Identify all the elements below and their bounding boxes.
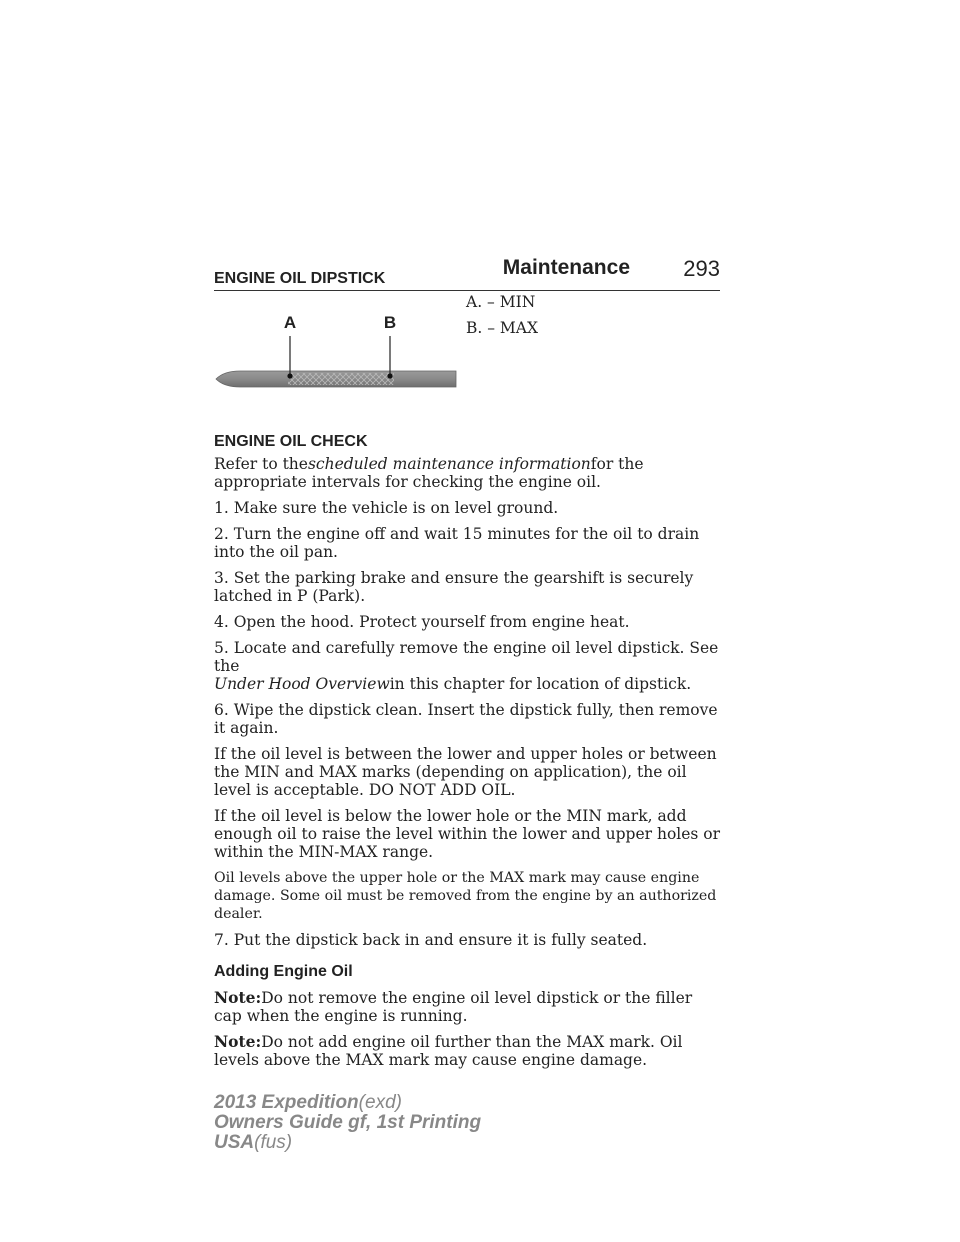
note-2: [214, 1033, 724, 1069]
intro-paragraph: [214, 455, 724, 491]
max-hole: [387, 373, 392, 378]
note-2-label: Note:: [214, 1032, 262, 1051]
step-6: 6. Wipe the dipstick clean. Insert the dipstick fully, then remove it again.: [214, 701, 718, 737]
dipstick-heading: ENGINE OIL DIPSTICK: [214, 270, 386, 287]
step-1: 1. Make sure the vehicle is on level ground.: [214, 499, 559, 517]
label-b: B: [383, 313, 397, 332]
section-title: Maintenance: [502, 256, 630, 279]
footer-market-code: (fus): [254, 1132, 293, 1153]
note-2-text: Do not add engine oil further than the MAX mark. Oil levels above the MAX mark may cause engine damage.: [214, 1033, 683, 1069]
label-a: A: [283, 313, 297, 332]
adding-oil-heading: Adding Engine Oil: [214, 963, 353, 980]
step-2: 2. Turn the engine off and wait 15 minutes for the oil to drain into the oil pan.: [214, 525, 700, 561]
oil-check-heading: ENGINE OIL CHECK: [214, 433, 368, 450]
footer-model-code: (exd): [358, 1092, 402, 1113]
footer-guide: Owners Guide gf, 1st Printing: [214, 1112, 482, 1133]
page-number: 293: [683, 256, 720, 281]
print-footer: [214, 1093, 481, 1153]
note-1-label: Note:: [214, 988, 262, 1007]
legend-max: B. – MAX: [466, 319, 539, 337]
note-1: [214, 989, 724, 1025]
step-5-reference: Under Hood Overview: [214, 675, 390, 693]
legend-min: A. – MIN: [466, 293, 536, 311]
step-3: 3. Set the parking brake and ensure the gearshift is securely latched in P (Park).: [214, 569, 694, 605]
dipstick-crosshatch: [288, 373, 394, 385]
step-7: 7. Put the dipstick back in and ensure it is fully seated.: [214, 931, 648, 949]
intro-text-end: for the appropriate intervals for checking the engine oil.: [214, 455, 644, 491]
step-5-text-end: in this chapter for location of dipstick.: [389, 675, 692, 693]
intro-reference: scheduled maintenance information: [307, 455, 591, 473]
footer-model-line: [214, 1093, 481, 1113]
step-5: [214, 639, 724, 693]
footer-market: USA: [214, 1132, 255, 1153]
intro-text: Refer to the: [214, 455, 308, 473]
footer-guide-line: [214, 1113, 481, 1133]
min-hole: [287, 373, 292, 378]
footer-model: 2013 Expedition: [214, 1092, 359, 1113]
level-low-paragraph: If the oil level is below the lower hole or the MIN mark, add enough oil to raise the level within the lower and upper holes or within the MIN-MAX range.: [214, 807, 721, 861]
level-high-paragraph: Oil levels above the upper hole or the MAX mark may cause engine damage. Some oil must be removed from the engine by an authorized dealer.: [214, 870, 717, 922]
dipstick-illustration: [214, 308, 464, 394]
oil-check-body: [214, 455, 724, 1077]
step-5-text: 5. Locate and carefully remove the engine oil level dipstick. See the: [214, 639, 719, 675]
level-acceptable-paragraph: If the oil level is between the lower and upper holes or between the MIN and MAX marks (depending on application), the oil level is acceptable. DO NOT ADD OIL.: [214, 745, 717, 799]
step-4: 4. Open the hood. Protect yourself from engine heat.: [214, 613, 630, 631]
footer-market-line: [214, 1133, 481, 1153]
note-1-text: Do not remove the engine oil level dipstick or the filler cap when the engine is running.: [214, 989, 693, 1025]
